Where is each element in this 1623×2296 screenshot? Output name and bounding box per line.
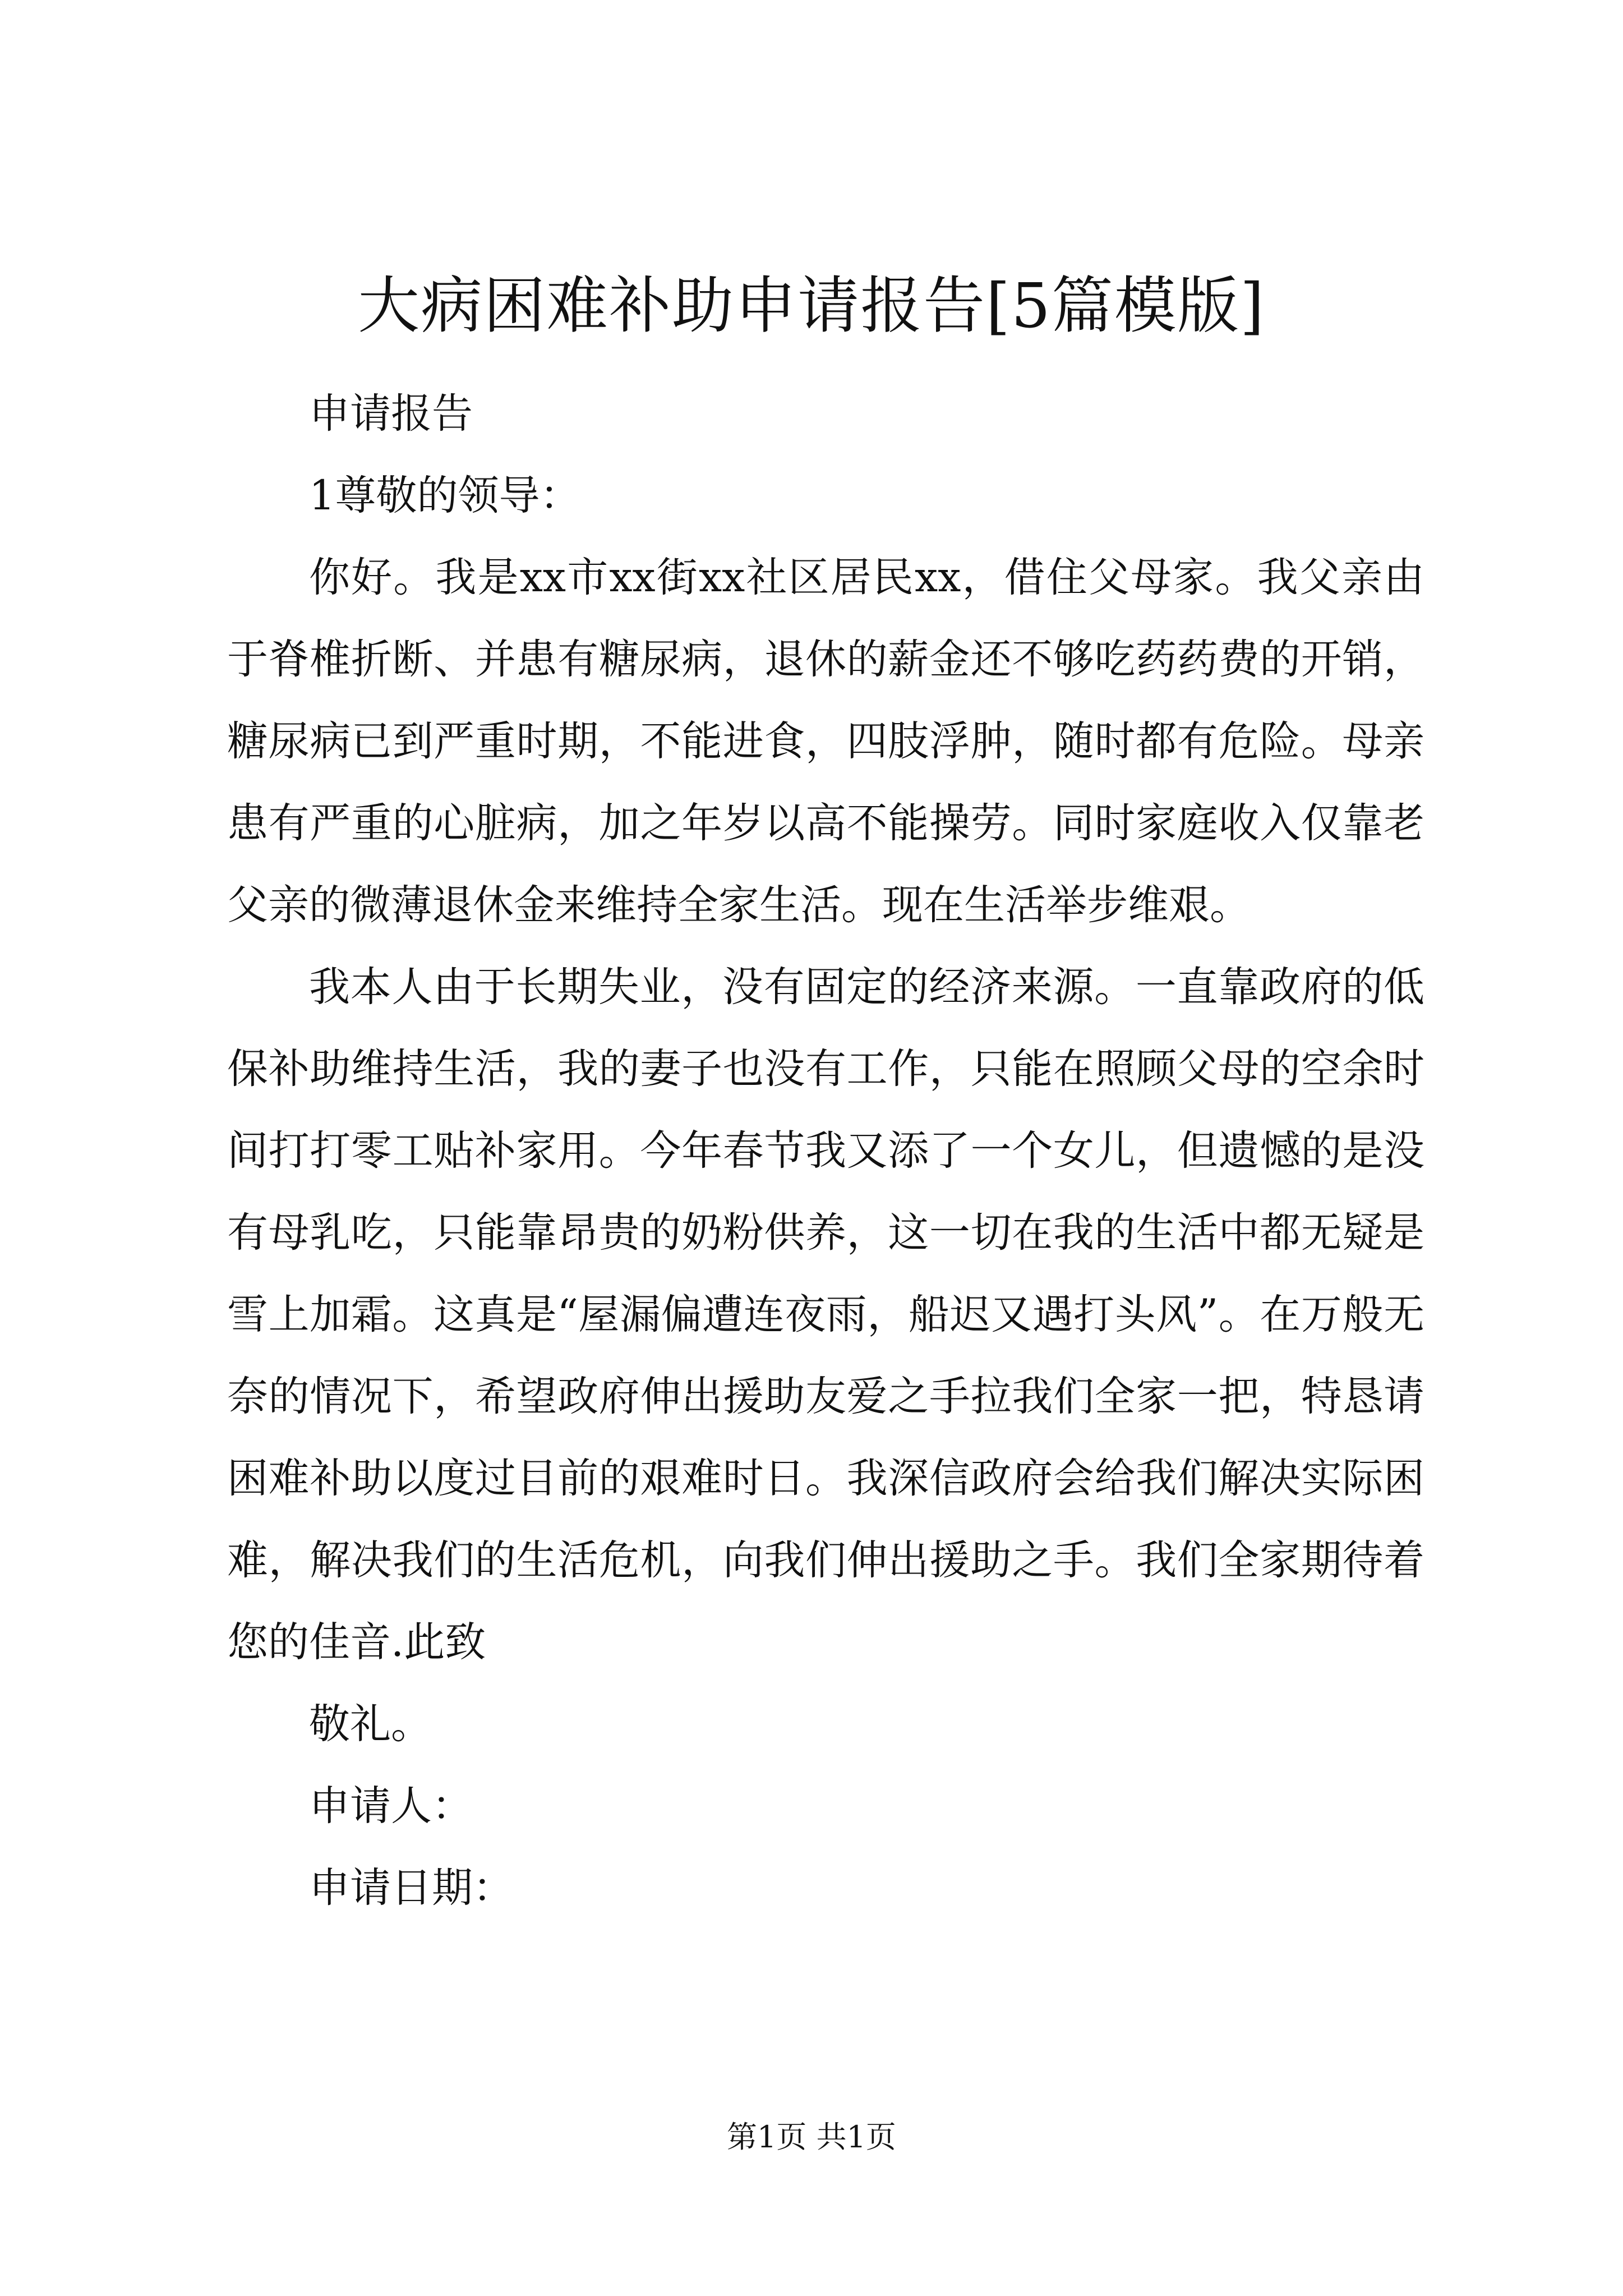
document-title: 大病困难补助申请报告[5篇模版] (358, 270, 1265, 342)
paragraph-family-situation: 你好。我是xx市xx街xx社区居民xx，借住父母家。我父亲由于脊椎折断、并患有糖尿病，退休的薪金还不够吃药药费的开销，糖尿病已到严重时期，不能进食，四肢浮肿，随时都有危险。母亲患有严重的心脏病，加之年岁以高不能操劳。同时家庭收入仅靠老父亲的微薄退休金来维持全家生活。现在生活举步维艰。 (227, 554, 1424, 929)
document-body (227, 373, 1424, 1929)
page-footer: 第1页 共1页 (727, 2119, 896, 2155)
paragraph-applicant: 申请人： (309, 1782, 473, 1830)
paragraph-closing: 敬礼。 (309, 1700, 432, 1748)
paragraph-date: 申请日期： (309, 1864, 514, 1912)
paragraph-salutation: 1尊敬的领导： (309, 472, 581, 519)
paragraph-personal-situation: 我本人由于长期失业，没有固定的经济来源。一直靠政府的低保补助维持生活，我的妻子也没有工作，只能在照顾父母的空余时间打打零工贴补家用。今年春节我又添了一个女儿，但遗憾的是没有母乳吃，只能靠昂贵的奶粉供养，这一切在我的生活中都无疑是雪上加霜。这真是“屋漏偏遭连夜雨，船迟又遇打头风”。在万般无奈的情况下，希望政府伸出援助友爱之手拉我们全家一把，特恳请困难补助以度过目前的艰难时日。我深信政府会给我们解决实际困难，解决我们的生活危机，向我们伸出援助之手。我们全家期待着您的佳音.此致 (227, 963, 1424, 1666)
paragraph-heading: 申请报告 (309, 390, 473, 438)
